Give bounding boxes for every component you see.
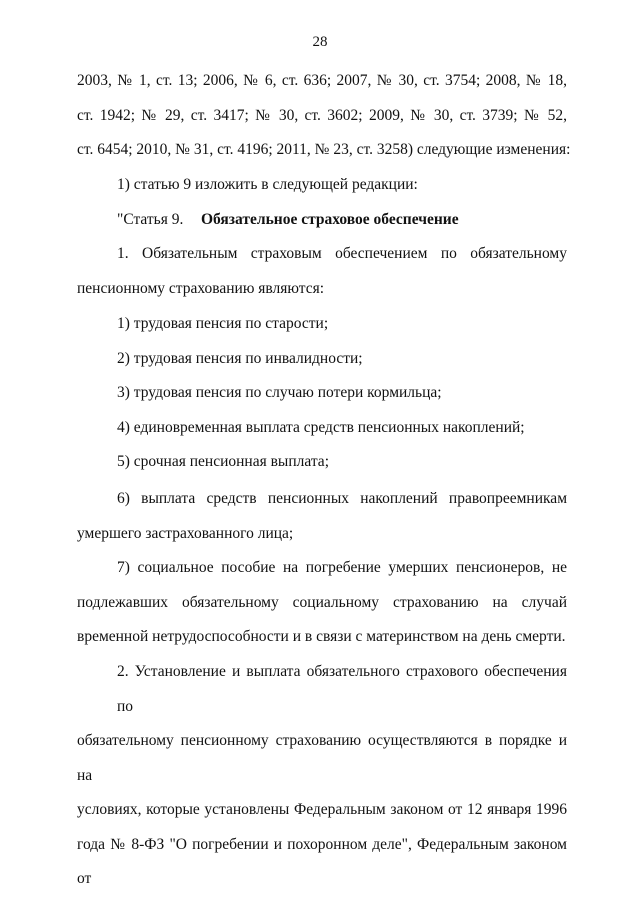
text-line: обязательному пенсионному страхованию осуществляются в порядке и на (77, 732, 567, 784)
paragraph-2 (77, 655, 567, 897)
text-line: года № 8-ФЗ "О погребении и похоронном деле", Федеральным законом от (77, 835, 567, 887)
text-line: пенсионному страхованию являются: (77, 279, 325, 297)
list-item: 5) срочная пенсионная выплата; (117, 453, 329, 470)
text-line: умершего застрахованного лица; (77, 524, 294, 542)
paragraph-1 (77, 237, 567, 306)
text-line: 2. Установление и выплата обязательного страхового обеспечения по (117, 663, 567, 715)
amendment-intro (77, 168, 567, 203)
text-line: подлежавших обязательному социальному страхованию на случай (77, 593, 567, 611)
text-line: 1) статью 9 изложить в следующей редакции: (117, 176, 418, 193)
item-6 (77, 482, 567, 551)
list-item: 4) единовременная выплата средств пенсионных накоплений; (117, 418, 525, 436)
article-number: "Статья 9. (117, 211, 184, 228)
list-item: 6) выплата средств пенсионных накоплений правопреемникам (117, 490, 567, 507)
list-item: 3) трудовая пенсия по случаю потери кормильца; (117, 384, 442, 401)
text-line: 1. Обязательным страховым обеспечением по обязательному (117, 245, 567, 262)
article-heading (117, 211, 459, 229)
page-number: 28 (312, 34, 328, 50)
intro-paragraph (77, 64, 571, 168)
item-list (77, 307, 567, 480)
list-item: 2) трудовая пенсия по инвалидности; (117, 349, 363, 367)
text-line: ст. 6454; 2010, № 31, ст. 4196; 2011, № 23, ст. 3258) следующие изменения: (77, 141, 571, 158)
list-item: 1) трудовая пенсия по старости; (117, 315, 329, 332)
text-line: 2003, № 1, ст. 13; 2006, № 6, ст. 636; 2007, № 30, ст. 3754; 2008, № 18, (77, 72, 567, 89)
text-line: временной нетрудоспособности и в связи с материнством на день смерти. (77, 628, 566, 645)
text-line: ст. 1942; № 29, ст. 3417; № 30, ст. 3602; 2009, № 30, ст. 3739; № 52, (77, 106, 567, 124)
article-title: Обязательное страховое обеспечение (201, 211, 459, 228)
text-line: условиях, которые установлены Федеральным законом от 12 января 1996 (77, 801, 567, 818)
list-item: 7) социальное пособие на погребение умерших пенсионеров, не (117, 559, 567, 576)
item-7 (77, 551, 567, 655)
